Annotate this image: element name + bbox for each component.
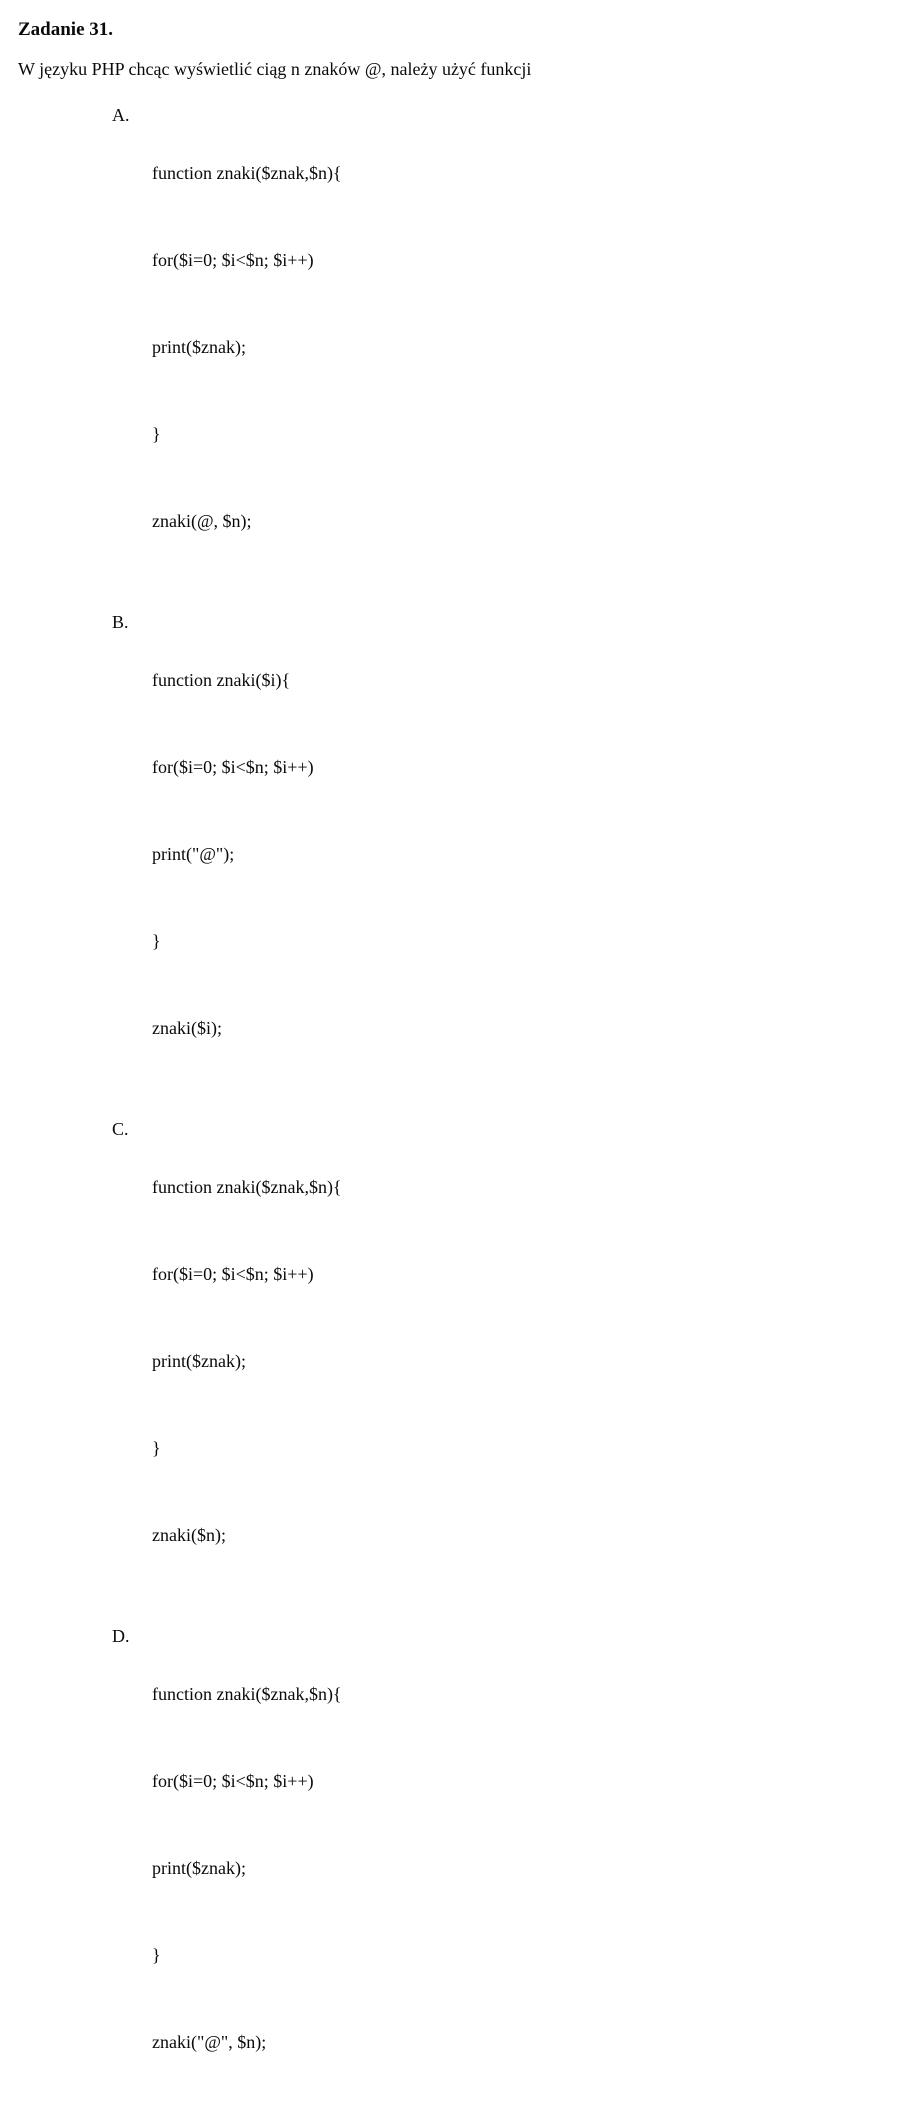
answer-code-block: [152, 608, 314, 1101]
answer-code-block: [152, 1115, 342, 1608]
answer-letter: D.: [112, 1626, 130, 1647]
code-line: print("@");: [152, 844, 235, 865]
answer-option-c[interactable]: [0, 1115, 901, 1608]
code-line: znaki(@, $n);: [152, 511, 252, 532]
answer-letter: A.: [112, 105, 130, 126]
code-line: }: [152, 1438, 161, 1459]
code-line: for($i=0; $i<$n; $i++): [152, 757, 314, 778]
answer-option-b[interactable]: [0, 608, 901, 1101]
code-line: print($znak);: [152, 1351, 246, 1372]
answer-letter: B.: [112, 612, 129, 633]
question-text: W języku PHP chcąc wyświetlić ciąg n znaków @, należy użyć funkcji: [18, 58, 532, 79]
code-line: function znaki($znak,$n){: [152, 163, 342, 184]
code-line: }: [152, 931, 161, 952]
code-line: znaki("@", $n);: [152, 2032, 267, 2053]
code-line: print($znak);: [152, 1858, 246, 1879]
answer-option-a[interactable]: [0, 101, 901, 594]
answer-letter: C.: [112, 1119, 129, 1140]
code-line: for($i=0; $i<$n; $i++): [152, 1264, 314, 1285]
page-title: Zadanie 31.: [18, 19, 114, 40]
code-line: function znaki($znak,$n){: [152, 1684, 342, 1705]
code-line: print($znak);: [152, 337, 246, 358]
code-line: }: [152, 424, 161, 445]
code-line: function znaki($i){: [152, 670, 291, 691]
code-line: function znaki($znak,$n){: [152, 1177, 342, 1198]
code-line: }: [152, 1945, 161, 1966]
code-line: znaki($i);: [152, 1018, 222, 1039]
answer-options-list: [0, 101, 901, 2115]
code-line: for($i=0; $i<$n; $i++): [152, 250, 314, 271]
answer-code-block: [152, 101, 342, 594]
code-line: for($i=0; $i<$n; $i++): [152, 1771, 314, 1792]
code-line: znaki($n);: [152, 1525, 226, 1546]
answer-code-block: [152, 1622, 342, 2115]
answer-option-d[interactable]: [0, 1622, 901, 2115]
